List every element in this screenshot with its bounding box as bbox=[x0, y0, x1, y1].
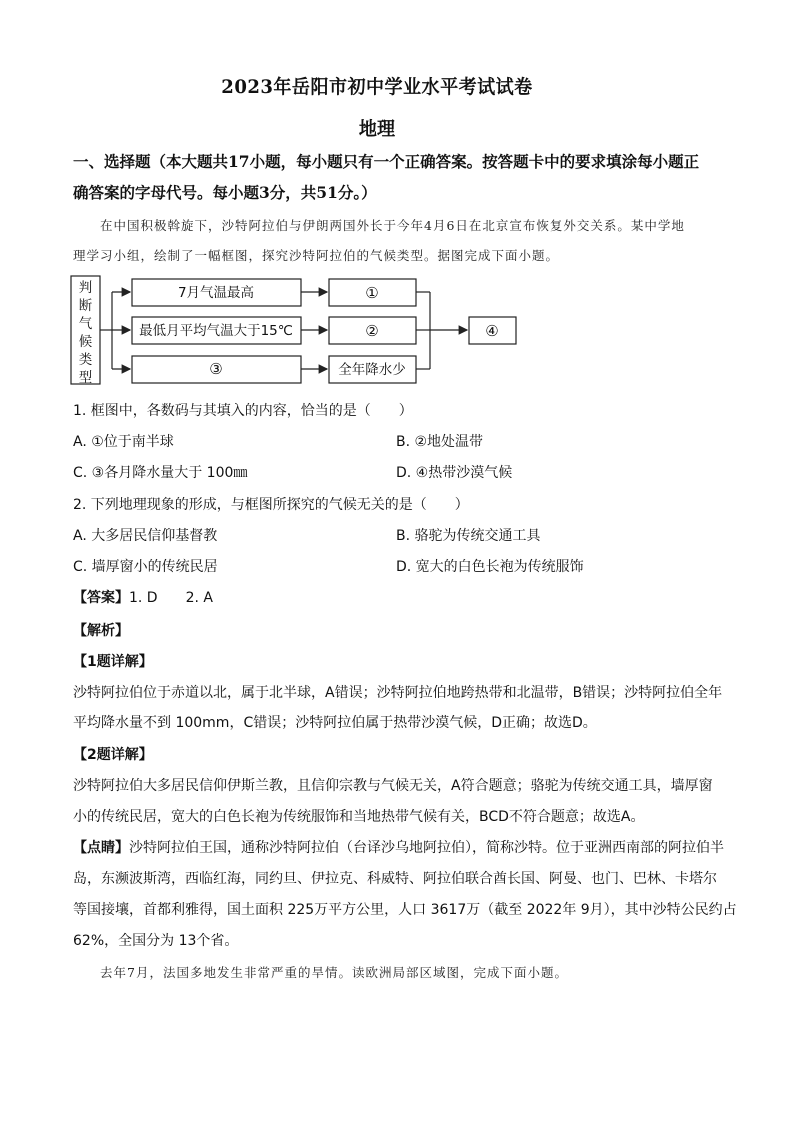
condition-1-text: 7月气温最高 bbox=[177, 285, 255, 301]
page-title: 2023年岳阳市初中学业水平考试试卷 bbox=[221, 76, 533, 98]
detail-1-line1: 沙特阿拉伯位于赤道以北，属于北半球，A错误；沙特阿拉伯地跨热带和北温带，B错误；沙特阿拉伯全年 bbox=[73, 685, 723, 701]
detail-1-tag: 【1题详解】 bbox=[73, 654, 153, 670]
tip-line3: 等国接壤，首都利雅得，国土面积 225万平方公里，人口 3617万（截至 2022年 9月），其中沙特公民约占 bbox=[73, 902, 737, 918]
section-heading-line1: 一、选择题（本大题共17小题，每小题只有一个正确答案。按答题卡中的要求填涂每小题正 bbox=[73, 152, 700, 171]
result-1-text: ① bbox=[365, 284, 379, 302]
result-2-text: ② bbox=[365, 322, 379, 340]
q2-option-a: A. 大多居民信仰基督教 bbox=[73, 528, 218, 544]
left-label-char-1: 判 bbox=[78, 280, 93, 296]
analysis-tag: 【解析】 bbox=[73, 623, 129, 639]
left-label-char-2: 断 bbox=[78, 298, 93, 314]
tip-text-1: 沙特阿拉伯王国，通称沙特阿拉伯（台译沙乌地阿拉伯），简称沙特。位于亚洲西南部的阿拉伯半 bbox=[129, 840, 724, 856]
answer-line bbox=[73, 587, 213, 607]
detail-2-tag: 【2题详解】 bbox=[73, 747, 153, 763]
q2-option-c: C. 墙厚窗小的传统民居 bbox=[73, 559, 218, 575]
final-text: ④ bbox=[485, 322, 499, 340]
intro-line1: 在中国积极斡旋下，沙特阿拉伯与伊朗两国外长于今年4月6日在北京宣布恢复外交关系。某中学地 bbox=[100, 218, 685, 233]
left-label-char-3: 气 bbox=[78, 316, 93, 332]
q1-option-b: B. ②地处温带 bbox=[396, 434, 484, 450]
climate-flow-diagram bbox=[60, 270, 540, 392]
condition-3-text: ③ bbox=[209, 360, 223, 378]
subject-title: 地理 bbox=[358, 118, 396, 140]
q1-stem: 1. 框图中，各数码与其填入的内容，恰当的是（ ） bbox=[73, 403, 413, 419]
detail-2-line2: 小的传统民居，宽大的白色长袍为传统服饰和当地热带气候有关，BCD不符合题意；故选A。 bbox=[73, 809, 645, 825]
left-label-char-4: 候 bbox=[78, 334, 93, 350]
tip-tag: 【点睛】 bbox=[73, 840, 129, 856]
detail-1-line2: 平均降水量不到 100mm，C错误；沙特阿拉伯属于热带沙漠气候，D正确；故选D。 bbox=[73, 715, 597, 731]
tip-line2: 岛，东濒波斯湾，西临红海，同约旦、伊拉克、科威特、阿拉伯联合酋长国、阿曼、也门、巴林、卡塔尔 bbox=[73, 871, 717, 887]
q1-option-d: D. ④热带沙漠气候 bbox=[396, 465, 513, 481]
intro2-line1: 去年7月，法国多地发生非常严重的旱情。读欧洲局部区域图，完成下面小题。 bbox=[100, 965, 568, 980]
section-heading-line2: 确答案的字母代号。每小题3分，共51分。） bbox=[73, 183, 377, 202]
q2-stem: 2. 下列地理现象的形成，与框图所探究的气候无关的是（ ） bbox=[73, 497, 469, 513]
tip-line1 bbox=[73, 837, 724, 857]
left-label-char-5: 类 bbox=[78, 352, 93, 368]
condition-2-text: 最低月平均气温大于15℃ bbox=[139, 323, 293, 339]
answer-tag: 【答案】 bbox=[73, 590, 129, 606]
detail-2-line1: 沙特阿拉伯大多居民信仰伊斯兰教，且信仰宗教与气候无关，A符合题意；骆驼为传统交通工具，墙厚窗 bbox=[73, 778, 713, 794]
result-3-text: 全年降水少 bbox=[338, 362, 406, 378]
q1-option-c: C. ③各月降水量大于 100㎜ bbox=[73, 465, 248, 481]
q2-option-d: D. 宽大的白色长袍为传统服饰 bbox=[396, 559, 584, 575]
tip-line4: 62%，全国分为 13个省。 bbox=[73, 933, 239, 949]
q1-option-a: A. ①位于南半球 bbox=[73, 434, 174, 450]
answer-text: 1. D 2. A bbox=[129, 590, 213, 606]
q2-option-b: B. 骆驼为传统交通工具 bbox=[396, 528, 541, 544]
left-label-char-6: 型 bbox=[78, 370, 93, 386]
intro-line2: 理学习小组，绘制了一幅框图，探究沙特阿拉伯的气候类型。据图完成下面小题。 bbox=[73, 248, 560, 263]
